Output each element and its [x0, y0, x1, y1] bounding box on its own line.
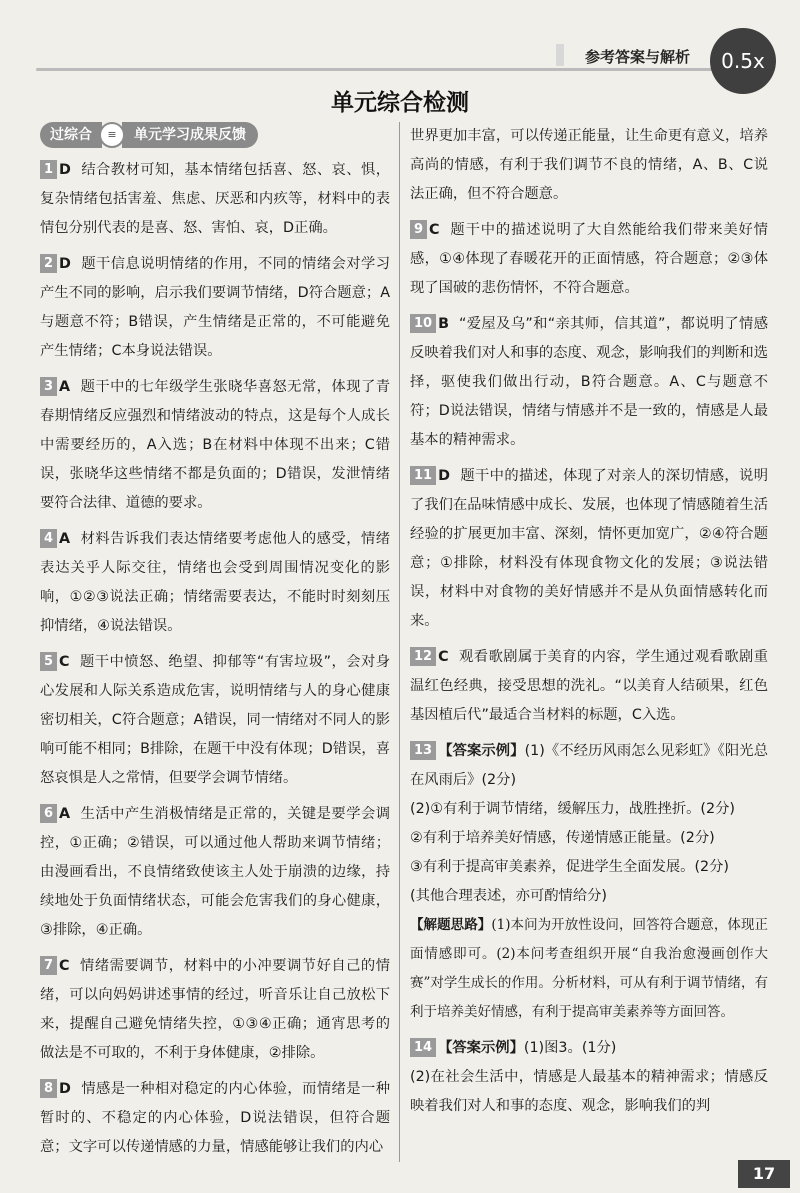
explanation-text: 结合教材可知，基本情绪包括喜、怒、哀、惧，复杂情绪包括害羞、焦虑、厌恶和内疚等，材料中的表情包分别代表的是喜、怒、害怕、哀，D正确。	[40, 162, 390, 236]
list-icon: ≡	[99, 122, 125, 148]
header-rule	[36, 68, 726, 71]
answer-letter: C	[59, 958, 70, 974]
q13-line-4: ③有利于提高审美素养，促进学生全面发展。(2分)	[410, 859, 730, 875]
explanation-text: 材料告诉我们表达情绪要考虑他人的感受，情绪表达关乎人际交往，情绪也会受到周围情况变化的影响，①②③说法正确；情绪需要表达，不能时时刻刻压抑情绪，④说法错误。	[40, 531, 390, 634]
item-number: 13	[410, 741, 436, 760]
answer-label: 【答案示例】	[438, 1040, 524, 1056]
answer-letter: A	[59, 806, 71, 822]
answer-item	[40, 800, 390, 945]
answer-item	[40, 952, 390, 1068]
explanation-text: 观看歌剧属于美育的内容，学生通过观看歌剧重温红色经典，接受思想的洗礼。“以美育人结硕果，红色基因植后代”最适合当材料的标题，C入选。	[410, 649, 768, 723]
page-title: 单元综合检测	[331, 90, 469, 116]
item-number: 7	[40, 956, 57, 975]
page-header	[0, 0, 800, 80]
answer-item	[40, 525, 390, 641]
item-number: 10	[410, 314, 436, 333]
explanation-text: 题干中的七年级学生张晓华喜怒无常，体现了青春期情绪反应强烈和情绪波动的特点，这是每个人成长中需要经历的，A入选；B在材料中体现不出来；C错误，张晓华这些情绪不都是负面的；D错误，发泄情绪要符合法律、道德的要求。	[40, 379, 390, 511]
answer-letter: D	[59, 256, 71, 272]
explanation-text: 情绪需要调节，材料中的小冲要调节好自己的情绪，可以向妈妈讲述事情的经过，听音乐让自己放松下来，提醒自己避免情绪失控，①③④正确；通宵思考的做法是不可取的，不利于身体健康，②排除。	[40, 958, 390, 1061]
zoom-button[interactable]: 0.5x	[710, 28, 776, 94]
q13-line-3: ②有利于培养美好情感，传递情感正能量。(2分)	[410, 830, 715, 846]
answer-item	[410, 216, 768, 303]
section-banner	[40, 122, 390, 148]
q13-line-5: (其他合理表述，亦可酌情给分)	[410, 888, 608, 904]
q14-line-2: (2)在社会生活中，情感是人最基本的精神需求；情感反映着我们对人和事的态度、观念，影响我们的判	[410, 1069, 768, 1114]
answer-letter: A	[59, 531, 71, 547]
answer-letter: C	[59, 654, 70, 670]
explanation-text: 题干中的描述，体现了对亲人的深切情感，说明了我们在品味情感中成长、发展，也体现了情感随着生活经验的扩展更加丰富、深刻，情怀更加宽广，②④符合题意；①排除，材料没有体现食物文化的发展；③说法错误，材料中对食物的美好情感并不是从负面情感转化而来。	[410, 468, 768, 629]
item-8-continued: 世界更加丰富，可以传递正能量，让生命更有意义，培养高尚的情感，有利于我们调节不良的情绪，A、B、C说法正确，但不符合题意。	[410, 128, 768, 202]
item-number: 12	[410, 647, 436, 666]
item-number: 11	[410, 466, 436, 485]
header-title: 参考答案与解析	[585, 48, 691, 66]
item-number: 2	[40, 254, 57, 273]
q13-line-1: (1)《不经历风雨怎么见彩虹》《阳光总在风雨后》(2分)	[410, 743, 769, 788]
explanation-text: 题干信息说明情绪的作用，不同的情绪会对学习产生不同的影响，启示我们要调节情绪，D符合题意；A与题意不符；B错误，产生情绪是正常的，不可能避免产生情绪；C本身说法错误。	[40, 256, 390, 359]
tip-label: 【解题思路】	[410, 917, 492, 933]
answer-item	[40, 648, 390, 793]
answer-letter: D	[438, 468, 450, 484]
answer-item	[40, 373, 390, 518]
item-number: 14	[410, 1038, 436, 1057]
header-bar	[556, 44, 564, 66]
item-number: 6	[40, 804, 57, 823]
item-number: 8	[40, 1079, 57, 1098]
answer-item	[40, 1075, 390, 1162]
item-number: 4	[40, 529, 57, 548]
answer-item	[410, 462, 768, 636]
item-number: 3	[40, 377, 57, 396]
left-column	[40, 122, 390, 1169]
explanation-text: 情感是一种相对稳定的内心体验，而情绪是一种暂时的、不稳定的内心体验，D说法错误，但符合题意；文字可以传递情感的力量，情感能够让我们的内心	[40, 1081, 390, 1155]
page-number: 17	[738, 1160, 790, 1188]
item-number: 9	[410, 220, 427, 239]
section-title: 单元学习成果反馈	[122, 122, 258, 148]
item-number: 1	[40, 160, 57, 179]
item-number: 5	[40, 652, 57, 671]
explanation-text: “爱屋及乌”和“亲其师，信其道”，都说明了情感反映着我们对人和事的态度、观念，影响我们的判断和选择，驱使我们做出行动，B符合题意。A、C与题意不符；D说法错误，情绪与情感并不是一致的，情感是人最基本的精神需求。	[410, 316, 768, 448]
answer-letter: D	[59, 162, 71, 178]
answer-list-right	[410, 216, 768, 730]
column-divider	[399, 122, 400, 1162]
answer-letter: D	[59, 1081, 71, 1097]
section-prefix: 过综合	[40, 122, 102, 148]
answer-letter: B	[438, 316, 449, 332]
answer-list-left	[40, 156, 390, 1162]
answer-letter: A	[59, 379, 71, 395]
explanation-text: 题干中愤怒、绝望、抑郁等“有害垃圾”，会对身心发展和人际关系造成危害，说明情绪与人的身心健康密切相关，C符合题意；A错误，同一情绪对不同人的影响可能不相同；B排除，在题干中没有体现；D错误，喜怒哀惧是人之常情，但要学会调节情绪。	[40, 654, 390, 786]
q13-line-2: (2)①有利于调节情绪，缓解压力，战胜挫折。(2分)	[410, 801, 735, 817]
item-14	[410, 1034, 768, 1121]
answer-item	[410, 643, 768, 730]
answer-label: 【答案示例】	[438, 743, 525, 759]
tip-text: (1)本问为开放性设问，回答符合题意，体现正面情感即可。(2)本问考查组织开展“自我治愈漫画创作大赛”对学生成长的作用。分析材料，可从有利于调节情绪，有利于培养美好情感，有利于提高审美素养等方面回答。	[410, 917, 769, 1020]
q14-line-1: (1)图3。(1分)	[523, 1040, 617, 1056]
explanation-text: 题干中的描述说明了大自然能给我们带来美好情感，①④体现了春暖花开的正面情感，符合题意；②③体现了国破的悲伤情怀，不符合题意。	[410, 222, 768, 296]
answer-item	[410, 310, 768, 455]
explanation-text: 生活中产生消极情绪是正常的，关键是要学会调控，①正确；②错误，可以通过他人帮助来调节情绪；由漫画看出，不良情绪致使该主人处于崩溃的边缘，持续地处于负面情绪状态，可能会危害我们的身心健康，③排除，④正确。	[40, 806, 390, 938]
answer-letter: C	[438, 649, 449, 665]
answer-item	[40, 250, 390, 366]
item-13	[410, 737, 768, 1027]
answer-item	[40, 156, 390, 243]
answer-letter: C	[429, 222, 440, 238]
right-column	[410, 122, 768, 1128]
